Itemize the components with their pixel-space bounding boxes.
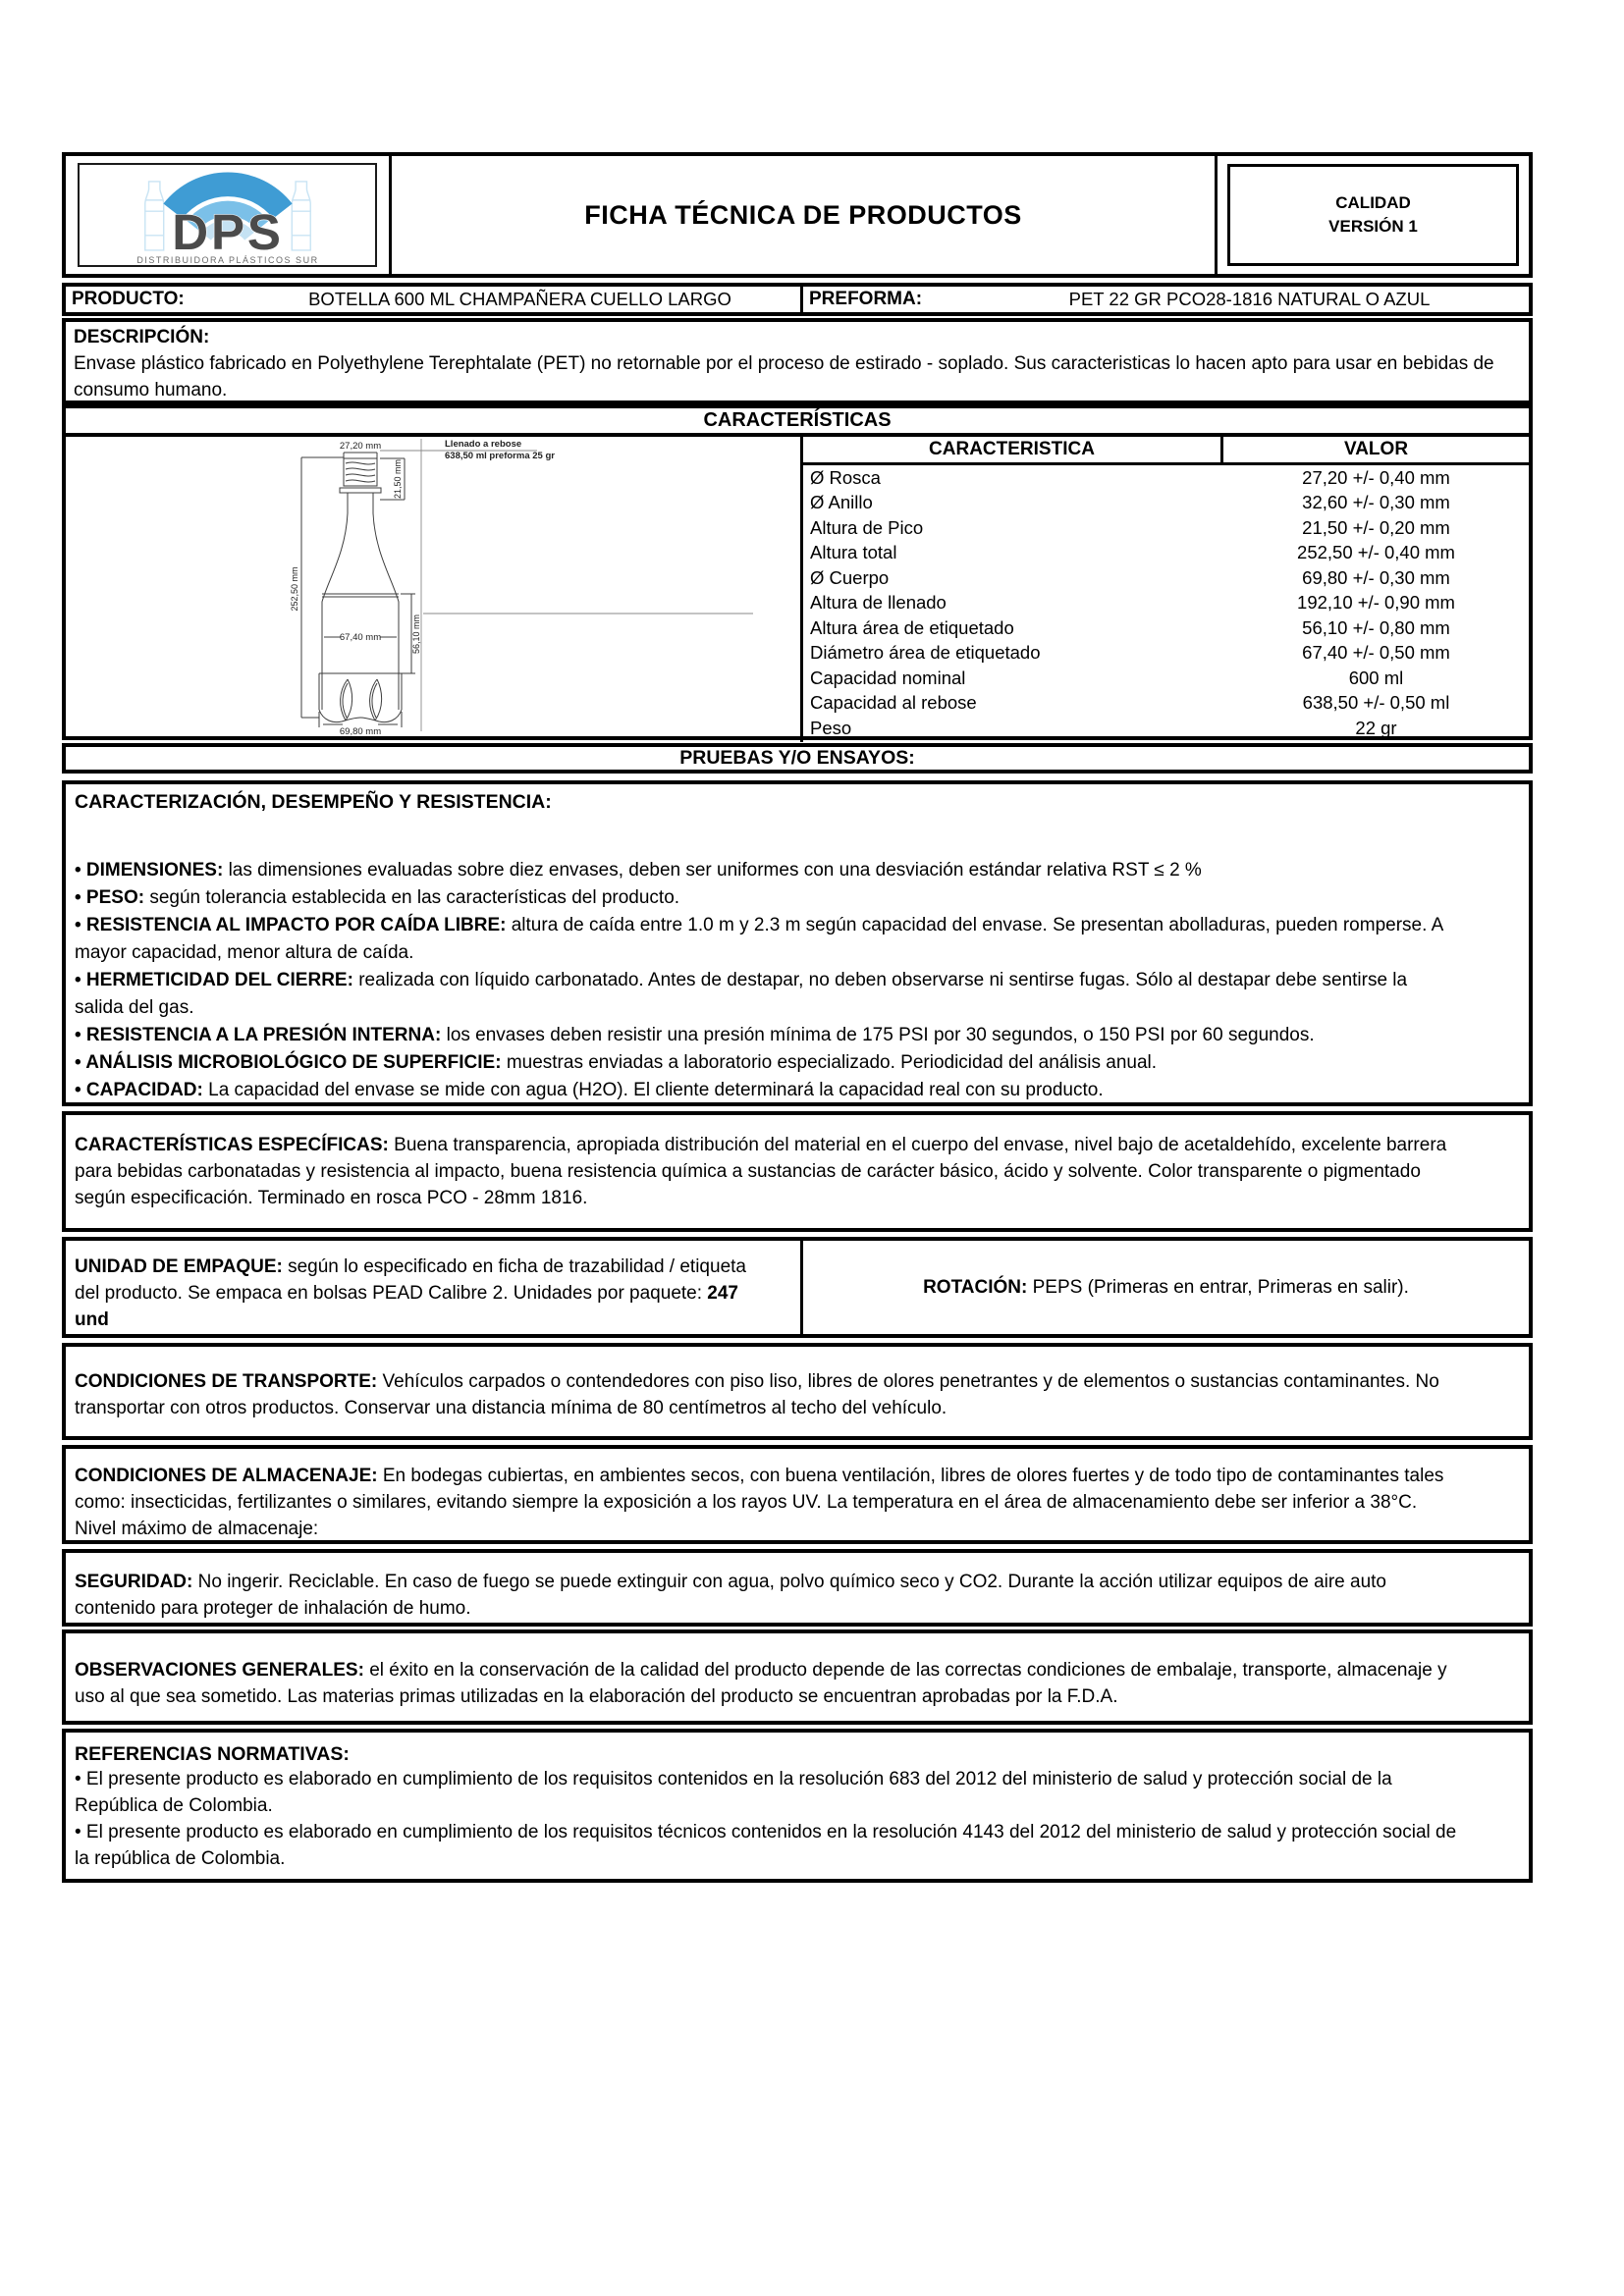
storage-section	[62, 1445, 1533, 1544]
characteristic-row	[803, 515, 1529, 541]
test-item-text: según tolerancia establecida en las características del producto.	[149, 887, 680, 908]
test-item	[75, 1049, 1460, 1077]
diagram-note-line2: 638,50 ml preforma 25 gr	[445, 451, 555, 461]
description-label: DESCRIPCIÓN:	[74, 327, 210, 347]
test-item	[75, 857, 1460, 884]
characteristic-name: Altura total	[810, 542, 897, 563]
packing-cell	[66, 1241, 803, 1334]
characteristic-name: Altura área de etiquetado	[810, 616, 1014, 638]
characteristic-value: 27,20 +/- 0,40 mm	[1302, 466, 1450, 488]
test-item	[75, 967, 1460, 1022]
diagram-dim-total-height: 252,50 mm	[290, 566, 299, 612]
characteristics-section-title: CARACTERÍSTICAS	[62, 404, 1533, 433]
characteristic-row	[803, 716, 1529, 741]
characteristics-col-header-value: VALOR	[1343, 439, 1409, 459]
test-item	[75, 1022, 1460, 1049]
reference-item: • El presente producto es elaborado en cumplimiento de los requisitos contenidos en la resolución 683 del 2012 del ministerio de salud y protección social de la República de Colombia.	[75, 1769, 1392, 1816]
packing-text: según lo especificado en ficha de trazabilidad / etiqueta del producto. Se empaca en bolsas PEAD Calibre 2. Unidades por paquete:	[75, 1256, 746, 1304]
characteristics-col-header-name: CARACTERISTICA	[803, 437, 1223, 462]
characteristics-rows	[803, 465, 1529, 741]
characteristic-name: Ø Anillo	[810, 492, 873, 513]
characteristic-name: Altura de Pico	[810, 516, 924, 538]
technical-sheet-document	[62, 152, 1533, 1883]
reference-item: • El presente producto es elaborado en cumplimiento de los requisitos técnicos contenidos en la resolución 4143 del 2012 del ministerio de salud y protección social de la república de Colombia.	[75, 1822, 1457, 1869]
specific-label: CARACTERÍSTICAS ESPECÍFICAS:	[75, 1135, 389, 1155]
logo-mark-icon	[90, 163, 365, 267]
characteristic-name: Capacidad al rebose	[810, 692, 977, 714]
characteristics-table	[62, 433, 1533, 740]
logo-cell	[66, 156, 389, 274]
characteristic-value: 600 ml	[1348, 667, 1404, 688]
tests-box	[62, 780, 1533, 1106]
specific-text: Buena transparencia, apropiada distribución del material en el cuerpo del envase, nivel bajo de acetaldehído, excelente barrera para bebidas carbonatadas y resistencia al impacto, buena resistencia química a sustancias de carácter básico, ácido y solvente. Color transparente o pigmentado según especificación. Terminado en rosca PCO - 28mm 1816.	[75, 1135, 1447, 1208]
test-item-label: • ANÁLISIS MICROBIOLÓGICO DE SUPERFICIE:	[75, 1052, 502, 1073]
observations-section	[62, 1629, 1533, 1725]
characteristic-value: 638,50 +/- 0,50 ml	[1302, 692, 1450, 714]
test-item-text: altura de caída entre 1.0 m y 2.3 m según capacidad del envase. Se presentan abolladuras, pueden romperse. A mayor capacidad, menor altura de caída.	[75, 915, 1443, 963]
safety-label: SEGURIDAD:	[75, 1572, 193, 1592]
test-item-text: realizada con líquido carbonatado. Antes de destapar, no deben observarse ni sentirse fugas. Sólo al destapar debe sentirse la salida del gas.	[75, 970, 1408, 1018]
characteristic-row	[803, 691, 1529, 717]
characteristic-row	[803, 565, 1529, 591]
characteristic-row	[803, 615, 1529, 641]
diagram-dim-finish: 27,20 mm	[339, 441, 382, 452]
test-item-text: muestras enviadas a laboratorio especializado. Periodicidad del análisis anual.	[506, 1052, 1158, 1073]
test-item-label: • RESISTENCIA A LA PRESIÓN INTERNA:	[75, 1025, 442, 1045]
characteristic-row	[803, 491, 1529, 516]
packing-section	[62, 1237, 1533, 1338]
company-logo	[78, 163, 377, 267]
observations-label: OBSERVACIONES GENERALES:	[75, 1660, 364, 1681]
bottle-diagram	[66, 437, 796, 737]
characteristics-values-table	[803, 437, 1529, 742]
characteristic-name: Peso	[810, 717, 852, 738]
logo-abbr: DPS	[171, 204, 284, 261]
characteristic-name: Capacidad nominal	[810, 667, 966, 688]
safety-section	[62, 1549, 1533, 1627]
tests-section-title: PRUEBAS Y/O ENSAYOS:	[62, 743, 1533, 774]
product-row	[62, 283, 1533, 316]
storage-label: CONDICIONES DE ALMACENAJE:	[75, 1466, 378, 1486]
references-label: REFERENCIAS NORMATIVAS:	[75, 1743, 350, 1765]
characteristic-name: Ø Cuerpo	[810, 566, 890, 588]
test-item-label: • PESO:	[75, 887, 145, 908]
diagram-dim-label-width: 67,40 mm	[339, 632, 382, 643]
test-item	[75, 912, 1460, 967]
characteristic-name: Ø Rosca	[810, 466, 881, 488]
test-item-label: • DIMENSIONES:	[75, 860, 224, 881]
rotation-label: ROTACIÓN:	[923, 1277, 1028, 1298]
characteristic-value: 69,80 +/- 0,30 mm	[1302, 566, 1450, 588]
test-item	[75, 1077, 1460, 1104]
test-item-text: los envases deben resistir una presión mínima de 175 PSI por 30 segundos, o 150 PSI por 60 segundos.	[446, 1025, 1315, 1045]
characteristic-row	[803, 641, 1529, 667]
test-item-label: • CAPACIDAD:	[75, 1080, 203, 1100]
preform-label: PREFORMA:	[809, 289, 923, 309]
product-value: BOTELLA 600 ML CHAMPAÑERA CUELLO LARGO	[308, 289, 731, 309]
characteristic-row	[803, 541, 1529, 566]
quality-label: CALIDAD	[1335, 193, 1411, 212]
characteristic-row	[803, 465, 1529, 491]
rotation-text: PEPS (Primeras en entrar, Primeras en salir).	[1032, 1277, 1409, 1298]
description-section	[62, 318, 1533, 404]
description-text: Envase plástico fabricado en Polyethylene Terephtalate (PET) no retornable por el proceso de estirado - soplado. Sus caracteristicas lo hacen apto para usar en bebidas de consumo humano.	[74, 353, 1494, 400]
references-section	[62, 1729, 1533, 1883]
preform-value: PET 22 GR PCO28-1816 NATURAL O AZUL	[1068, 289, 1431, 309]
transport-section	[62, 1343, 1533, 1440]
characteristic-value: 21,50 +/- 0,20 mm	[1302, 516, 1450, 538]
title-cell	[389, 156, 1215, 274]
characteristic-value: 32,60 +/- 0,30 mm	[1302, 492, 1450, 513]
quality-box	[1227, 164, 1519, 266]
observations-text: el éxito en la conservación de la calidad del producto depende de las correctas condiciones de embalaje, transporte, almacenaje y uso al que sea sometido. Las materias primas utilizadas en la elaboración del producto se encuentran aprobadas por la F.D.A.	[75, 1660, 1447, 1707]
characteristic-name: Diámetro área de etiquetado	[810, 642, 1041, 664]
characteristic-name: Altura de llenado	[810, 592, 947, 614]
tests-heading: CARACTERIZACIÓN, DESEMPEÑO Y RESISTENCIA:	[75, 791, 552, 813]
logo-caption: DISTRIBUIDORA PLÁSTICOS SUR	[135, 255, 319, 266]
safety-text: No ingerir. Reciclable. En caso de fuego se puede extinguir con agua, polvo químico seco y CO2. Durante la acción utilizar equipos de aire auto contenido para proteger de inhalación de humo.	[75, 1572, 1387, 1619]
packing-label: UNIDAD DE EMPAQUE:	[75, 1256, 283, 1277]
test-item-label: • RESISTENCIA AL IMPACTO POR CAÍDA LIBRE:	[75, 915, 507, 935]
characteristic-value: 252,50 +/- 0,40 mm	[1297, 542, 1455, 563]
test-item-text: La capacidad del envase se mide con agua (H2O). El cliente determinará la capacidad real con su producto.	[208, 1080, 1104, 1100]
specific-section	[62, 1111, 1533, 1232]
transport-text: Vehículos carpados o contendedores con piso liso, libres de olores penetrantes y de elementos o sustancias contaminantes. No transportar con otros productos. Conservar una distancia mínima de 80 centímetros al techo del vehículo.	[75, 1371, 1439, 1418]
product-label: PRODUCTO:	[72, 289, 185, 309]
test-item-text: las dimensiones evaluadas sobre diez envases, deben ser uniformes con una desviación estándar relativa RST ≤ 2 %	[228, 860, 1202, 881]
version-label: VERSIÓN 1	[1328, 217, 1418, 236]
rotation-cell	[803, 1241, 1529, 1334]
storage-text: En bodegas cubiertas, en ambientes secos, con buena ventilación, libres de olores fuertes y de todo tipo de contaminantes tales como: insecticidas, fertilizantes o similares, evitando siempre la exposición a los rayos UV. La temperatura en el área de almacenamiento debe ser inferior a 38°C. Nivel máximo de almacenaje:	[75, 1466, 1444, 1539]
bottle-diagram-cell	[66, 437, 803, 742]
characteristic-value: 56,10 +/- 0,80 mm	[1302, 616, 1450, 638]
transport-label: CONDICIONES DE TRANSPORTE:	[75, 1371, 378, 1392]
page-title: FICHA TÉCNICA DE PRODUCTOS	[584, 199, 1022, 230]
test-item	[75, 884, 1460, 912]
characteristic-value: 22 gr	[1355, 717, 1397, 738]
diagram-dim-base-width: 69,80 mm	[339, 726, 382, 737]
test-item-label: • HERMETICIDAD DEL CIERRE:	[75, 970, 353, 990]
characteristic-value: 192,10 +/- 0,90 mm	[1297, 592, 1455, 614]
characteristic-value: 67,40 +/- 0,50 mm	[1302, 642, 1450, 664]
diagram-dim-neck-height: 21,50 mm	[393, 458, 403, 500]
diagram-note-line1: Llenado a rebose	[445, 439, 522, 450]
characteristic-row	[803, 591, 1529, 616]
diagram-dim-label-height: 56,10 mm	[411, 614, 421, 655]
quality-cell	[1215, 156, 1529, 274]
packing-units-value: 247 und	[75, 1283, 738, 1330]
header-table	[62, 152, 1533, 278]
characteristic-row	[803, 666, 1529, 691]
